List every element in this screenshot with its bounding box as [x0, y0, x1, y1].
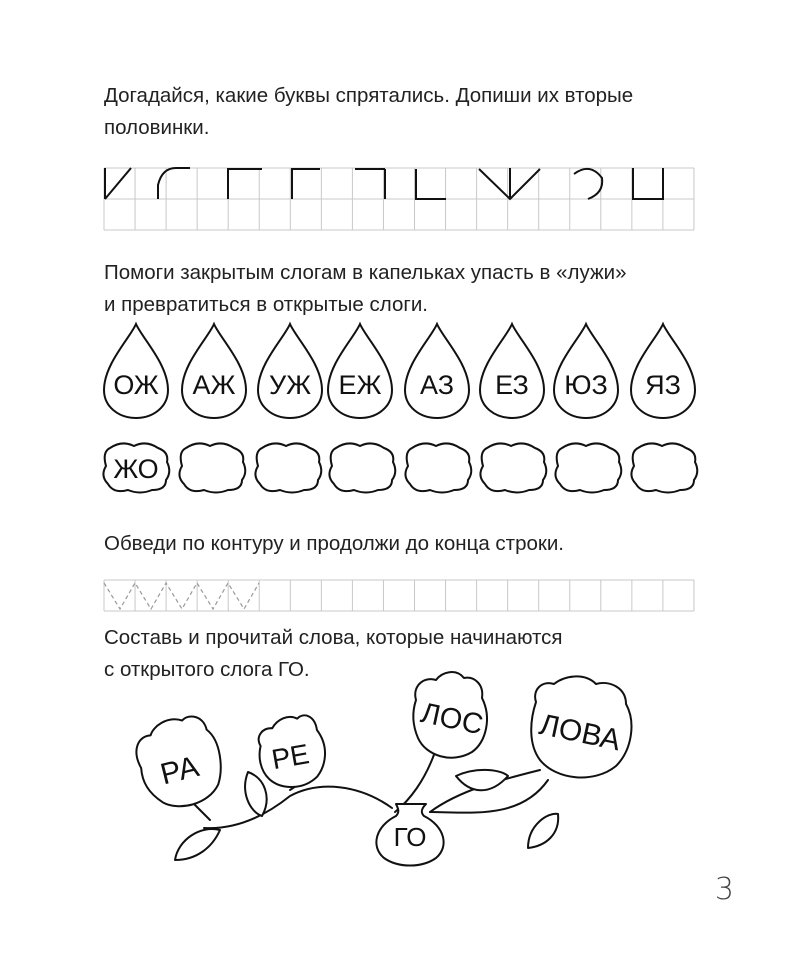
drop-syllable: АЖ	[192, 370, 236, 400]
task3-instruction: Обведи по контуру и продолжи до конца строки.	[104, 532, 564, 555]
flower-label-ra: РА	[157, 750, 203, 792]
drop-syllable: АЗ	[419, 370, 455, 400]
puddle-syllable: ЖО	[113, 454, 159, 484]
leaf-left-top	[245, 772, 266, 816]
drop-syllable: ОЖ	[113, 370, 159, 400]
flower-label-lova: ЛОВА	[536, 708, 624, 758]
stem-left-1	[204, 787, 392, 828]
drop-syllable: ЕЖ	[338, 370, 382, 400]
drop-syllable: ЮЗ	[564, 370, 608, 400]
leaf-left-bottom	[175, 829, 220, 860]
leaf-right-bottom	[528, 814, 558, 848]
task2-instruction-2: и превратиться в открытые слоги.	[104, 293, 428, 316]
drop-syllable: ЕЗ	[495, 370, 529, 400]
task4-instruction-1: Составь и прочитай слова, которые начинаются	[104, 626, 563, 649]
leaf-right-top	[456, 770, 508, 790]
task2-instruction-1: Помоги закрытым слогам в капельках упасть в «лужи»	[104, 261, 627, 284]
task1-instruction: Догадайся, какие буквы спрятались. Допиши их вторые половинки.	[104, 84, 634, 139]
task4-instruction-2: с открытого слога ГО.	[104, 658, 310, 681]
page-number: 3	[714, 872, 734, 907]
drop-syllable: ЯЗ	[645, 370, 681, 400]
drop-syllable: УЖ	[268, 370, 312, 400]
flower-label-re: РЕ	[269, 738, 312, 776]
vase-label: ГО	[393, 822, 427, 852]
flower-label-los: ЛОС	[417, 697, 486, 742]
